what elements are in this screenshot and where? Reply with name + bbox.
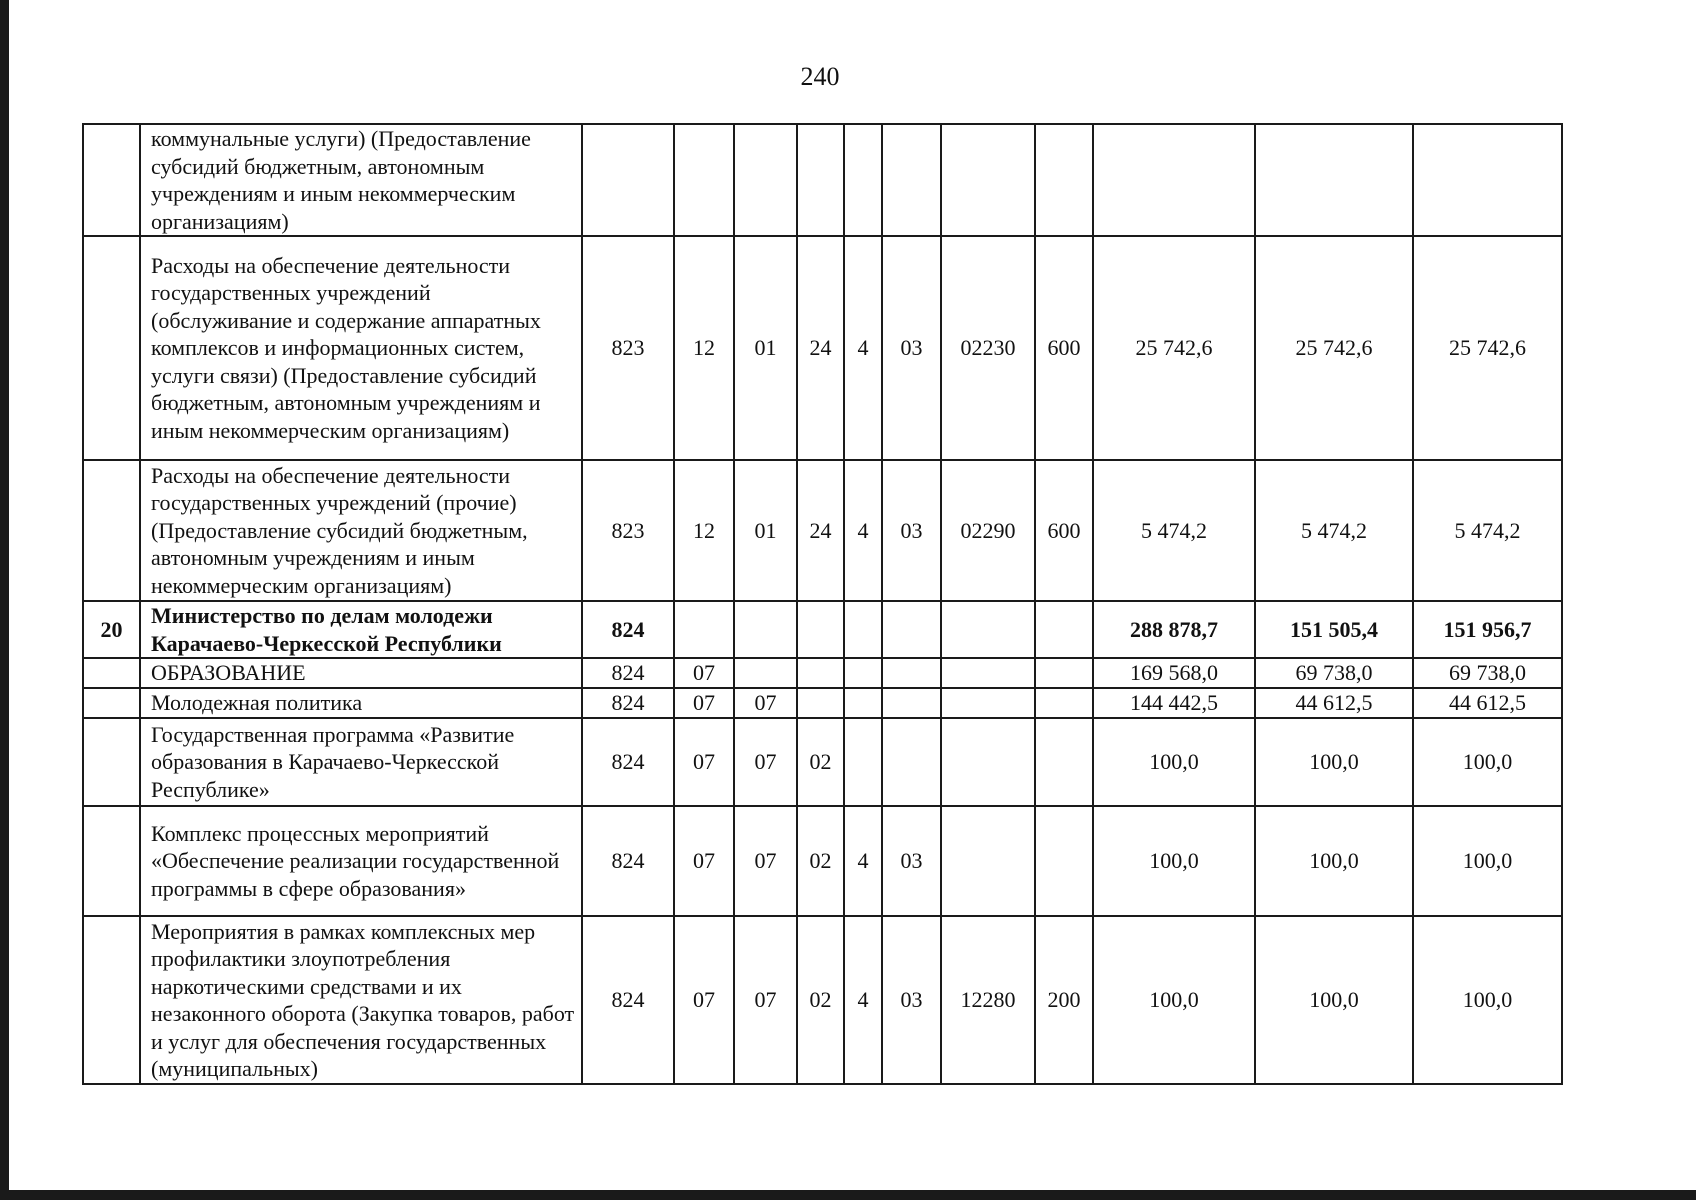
budget-table	[82, 123, 1563, 1085]
activity-code-cell	[882, 124, 941, 236]
budget-item-name: ОБРАЗОВАНИЕ	[140, 658, 582, 688]
row-number-cell	[83, 806, 140, 916]
program-code-cell: 02	[797, 718, 844, 806]
activity-code-cell: 03	[882, 916, 941, 1084]
expense-type-cell: 600	[1035, 460, 1093, 601]
scan-border-bottom	[0, 1190, 1696, 1200]
section-code-cell: 12	[674, 460, 734, 601]
subprogram-type-cell: 4	[844, 460, 882, 601]
subprogram-type-cell	[844, 688, 882, 718]
section-code-cell: 12	[674, 236, 734, 460]
expense-type-cell: 200	[1035, 916, 1093, 1084]
expense-direction-cell: 02290	[941, 460, 1035, 601]
amount-year-2-cell: 100,0	[1255, 806, 1413, 916]
program-code-cell: 02	[797, 806, 844, 916]
subsection-code-cell: 01	[734, 460, 797, 601]
section-code-cell: 07	[674, 658, 734, 688]
budget-item-name: Комплекс процессных мероприятий «Обеспечение реализации государственной программы в сфере образования»	[140, 806, 582, 916]
section-code-cell	[674, 124, 734, 236]
table-row	[83, 658, 1562, 688]
amount-year-2-cell	[1255, 124, 1413, 236]
table-row	[83, 806, 1562, 916]
table-row	[83, 124, 1562, 236]
ministry-code-cell: 823	[582, 236, 674, 460]
expense-type-cell	[1035, 688, 1093, 718]
ministry-code-cell: 824	[582, 916, 674, 1084]
subsection-code-cell	[734, 601, 797, 658]
expense-direction-cell	[941, 688, 1035, 718]
amount-year-1-cell: 25 742,6	[1093, 236, 1255, 460]
expense-direction-cell: 02230	[941, 236, 1035, 460]
subprogram-type-cell	[844, 718, 882, 806]
amount-year-3-cell: 44 612,5	[1413, 688, 1562, 718]
amount-year-2-cell: 151 505,4	[1255, 601, 1413, 658]
row-number-cell	[83, 124, 140, 236]
subsection-code-cell	[734, 658, 797, 688]
budget-item-name: Расходы на обеспечение деятельности государственных учреждений (обслуживание и содержание аппаратных комплексов и информационных систем, услуги связи) (Предоставление субсидий бюджетным, автономным учреждениям и иным некоммерческим организациям)	[140, 236, 582, 460]
budget-item-name: Мероприятия в рамках комплексных мер профилактики злоупотребления наркотическими средствами и их незаконного оборота (Закупка товаров, работ и услуг для обеспечения государственных (муниципальных)	[140, 916, 582, 1084]
ministry-code-cell: 824	[582, 601, 674, 658]
program-code-cell	[797, 688, 844, 718]
subsection-code-cell: 07	[734, 688, 797, 718]
amount-year-3-cell: 100,0	[1413, 916, 1562, 1084]
row-number-cell	[83, 460, 140, 601]
program-code-cell: 02	[797, 916, 844, 1084]
expense-type-cell: 600	[1035, 236, 1093, 460]
expense-direction-cell	[941, 601, 1035, 658]
amount-year-2-cell: 44 612,5	[1255, 688, 1413, 718]
scan-border-left	[0, 0, 9, 1200]
amount-year-3-cell: 69 738,0	[1413, 658, 1562, 688]
activity-code-cell: 03	[882, 460, 941, 601]
subprogram-type-cell	[844, 124, 882, 236]
ministry-code-cell: 824	[582, 718, 674, 806]
ministry-code-cell: 824	[582, 688, 674, 718]
amount-year-1-cell: 5 474,2	[1093, 460, 1255, 601]
activity-code-cell	[882, 718, 941, 806]
activity-code-cell	[882, 601, 941, 658]
program-code-cell: 24	[797, 236, 844, 460]
budget-item-name: Молодежная политика	[140, 688, 582, 718]
row-number-cell	[83, 688, 140, 718]
expense-type-cell	[1035, 806, 1093, 916]
section-code-cell	[674, 601, 734, 658]
expense-direction-cell	[941, 806, 1035, 916]
activity-code-cell: 03	[882, 806, 941, 916]
table-row	[83, 916, 1562, 1084]
amount-year-1-cell: 169 568,0	[1093, 658, 1255, 688]
page-number: 240	[800, 62, 840, 91]
row-number-cell	[83, 236, 140, 460]
amount-year-2-cell: 100,0	[1255, 718, 1413, 806]
table-row	[83, 688, 1562, 718]
section-code-cell: 07	[674, 688, 734, 718]
subprogram-type-cell	[844, 601, 882, 658]
budget-item-name: Расходы на обеспечение деятельности государственных учреждений (прочие) (Предоставление субсидий бюджетным, автономным учреждениям и иным некоммерческим организациям)	[140, 460, 582, 601]
expense-direction-cell	[941, 124, 1035, 236]
row-number-cell	[83, 718, 140, 806]
program-code-cell: 24	[797, 460, 844, 601]
table-row	[83, 601, 1562, 658]
expense-type-cell	[1035, 718, 1093, 806]
amount-year-1-cell: 144 442,5	[1093, 688, 1255, 718]
section-code-cell: 07	[674, 718, 734, 806]
subsection-code-cell	[734, 124, 797, 236]
subprogram-type-cell: 4	[844, 916, 882, 1084]
section-code-cell: 07	[674, 916, 734, 1084]
table-row	[83, 236, 1562, 460]
activity-code-cell	[882, 658, 941, 688]
program-code-cell	[797, 601, 844, 658]
amount-year-2-cell: 25 742,6	[1255, 236, 1413, 460]
amount-year-3-cell: 151 956,7	[1413, 601, 1562, 658]
subprogram-type-cell: 4	[844, 806, 882, 916]
table-row	[83, 718, 1562, 806]
subprogram-type-cell: 4	[844, 236, 882, 460]
subsection-code-cell: 07	[734, 916, 797, 1084]
ministry-code-cell: 824	[582, 658, 674, 688]
amount-year-1-cell: 288 878,7	[1093, 601, 1255, 658]
subsection-code-cell: 07	[734, 718, 797, 806]
row-number-cell	[83, 658, 140, 688]
budget-item-name: коммунальные услуги) (Предоставление субсидий бюджетным, автономным учреждениям и иным некоммерческим организациям)	[140, 124, 582, 236]
budget-item-name: Министерство по делам молодежи Карачаево-Черкесской Республики	[140, 601, 582, 658]
expense-direction-cell	[941, 718, 1035, 806]
program-code-cell	[797, 658, 844, 688]
amount-year-1-cell	[1093, 124, 1255, 236]
amount-year-3-cell: 5 474,2	[1413, 460, 1562, 601]
subprogram-type-cell	[844, 658, 882, 688]
amount-year-1-cell: 100,0	[1093, 916, 1255, 1084]
table-row	[83, 460, 1562, 601]
amount-year-2-cell: 69 738,0	[1255, 658, 1413, 688]
amount-year-3-cell: 25 742,6	[1413, 236, 1562, 460]
activity-code-cell	[882, 688, 941, 718]
amount-year-2-cell: 100,0	[1255, 916, 1413, 1084]
expense-type-cell	[1035, 124, 1093, 236]
row-number-cell: 20	[83, 601, 140, 658]
subsection-code-cell: 07	[734, 806, 797, 916]
expense-direction-cell	[941, 658, 1035, 688]
budget-item-name: Государственная программа «Развитие образования в Карачаево-Черкесской Республике»	[140, 718, 582, 806]
row-number-cell	[83, 916, 140, 1084]
ministry-code-cell	[582, 124, 674, 236]
amount-year-1-cell: 100,0	[1093, 718, 1255, 806]
amount-year-1-cell: 100,0	[1093, 806, 1255, 916]
section-code-cell: 07	[674, 806, 734, 916]
amount-year-3-cell: 100,0	[1413, 806, 1562, 916]
subsection-code-cell: 01	[734, 236, 797, 460]
activity-code-cell: 03	[882, 236, 941, 460]
ministry-code-cell: 824	[582, 806, 674, 916]
expense-direction-cell: 12280	[941, 916, 1035, 1084]
ministry-code-cell: 823	[582, 460, 674, 601]
expense-type-cell	[1035, 601, 1093, 658]
amount-year-3-cell: 100,0	[1413, 718, 1562, 806]
program-code-cell	[797, 124, 844, 236]
amount-year-2-cell: 5 474,2	[1255, 460, 1413, 601]
amount-year-3-cell	[1413, 124, 1562, 236]
expense-type-cell	[1035, 658, 1093, 688]
